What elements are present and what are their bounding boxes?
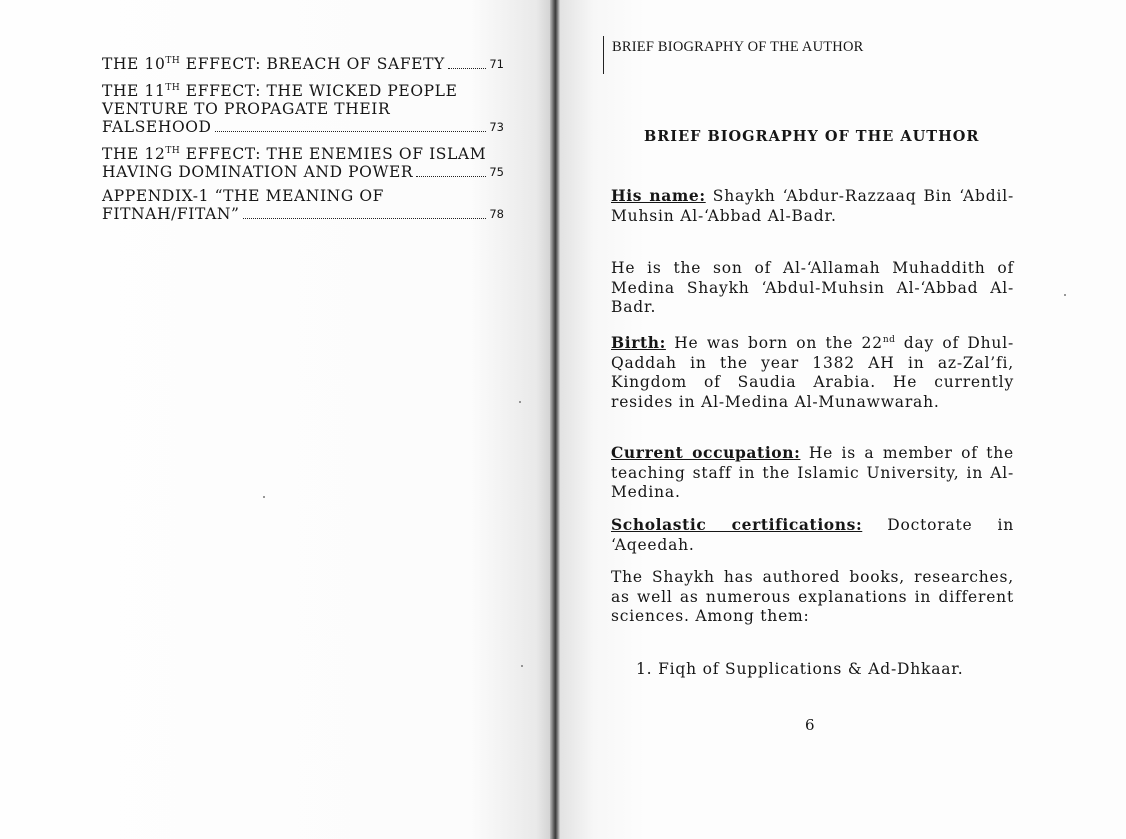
toc-page-number: 78 [489, 207, 504, 221]
toc-page-number: 75 [489, 165, 504, 179]
toc-text: APPENDIX-1 “THE MEANING OF [102, 187, 385, 205]
page-number: 6 [805, 716, 815, 734]
toc-text: THE 12 [102, 145, 166, 163]
certifications-label: Scholastic certifications: [611, 515, 863, 534]
toc-entry[interactable] [102, 187, 504, 223]
toc-superscript: TH [165, 83, 181, 93]
toc-superscript: TH [165, 56, 181, 66]
toc-text: VENTURE TO PROPAGATE THEIR [102, 100, 391, 118]
toc-leader-dots [215, 131, 487, 132]
toc-text: THE 11 [102, 82, 166, 100]
his-name-text: Shaykh ‘Abdur-Razzaaq Bin ‘Abdil-Muhsin Al-‘Abbad Al-Badr. [611, 187, 1015, 225]
son-of-paragraph: He is the son of Al-‘Allamah Muhaddith of Medina Shaykh ‘Abdul-Muhsin Al-‘Abbad Al-Badr. [611, 259, 1014, 316]
birth-text: He was born on the 22 [674, 334, 883, 352]
occupation-label: Current occupation: [611, 443, 801, 462]
toc-entry[interactable] [102, 52, 504, 73]
his-name-paragraph [611, 186, 1014, 226]
table-of-contents [102, 52, 504, 229]
toc-text: FALSEHOOD [102, 118, 212, 136]
toc-text: EFFECT: THE WICKED PEOPLE [180, 82, 458, 100]
his-name-label: His name: [611, 186, 706, 205]
birth-superscript: nd [882, 335, 896, 345]
scan-speck [519, 401, 521, 403]
toc-leader-dots [243, 218, 487, 219]
scan-speck [521, 665, 523, 667]
list-item: 1. Fiqh of Supplications & Ad-Dhkaar. [636, 660, 964, 678]
toc-leader-dots [448, 68, 487, 69]
running-header [603, 36, 864, 74]
right-page [560, 0, 1126, 839]
scan-speck [263, 496, 265, 498]
toc-text: THE 10 [102, 55, 166, 73]
toc-entry[interactable] [102, 79, 504, 136]
scan-speck [1064, 294, 1066, 296]
page-title: BRIEF BIOGRAPHY OF THE AUTHOR [644, 128, 980, 145]
birth-text-cont: day of Dhul-Qaddah in the year 1382 AH in az-Zal’fi, Kingdom of Saudia Arabia. He currently resides in Al-Medina Al-Munawwarah. [611, 334, 1015, 411]
toc-entry[interactable] [102, 142, 504, 181]
occupation-paragraph [611, 443, 1014, 503]
toc-text: HAVING DOMINATION AND POWER [102, 163, 414, 181]
running-header-text: BRIEF BIOGRAPHY OF THE AUTHOR [612, 39, 864, 55]
book-spine [550, 0, 560, 839]
toc-leader-dots [416, 176, 486, 177]
authored-paragraph: The Shaykh has authored books, researches, as well as numerous explanations in different sciences. Among them: [611, 568, 1014, 625]
toc-text: EFFECT: BREACH OF SAFETY [180, 55, 445, 73]
certifications-paragraph [611, 515, 1014, 555]
toc-text: EFFECT: THE ENEMIES OF ISLAM [180, 145, 487, 163]
toc-page-number: 71 [489, 57, 504, 71]
birth-label: Birth: [611, 333, 666, 352]
occupation-text: He is a member of the teaching staff in the Islamic University, in Al-Medina. [611, 444, 1014, 501]
certifications-text: Doctorate in ‘Aqeedah. [611, 516, 1014, 554]
toc-superscript: TH [165, 146, 181, 156]
toc-text: FITNAH/FITAN” [102, 205, 240, 223]
birth-paragraph [611, 331, 1014, 412]
toc-page-number: 73 [489, 120, 504, 134]
